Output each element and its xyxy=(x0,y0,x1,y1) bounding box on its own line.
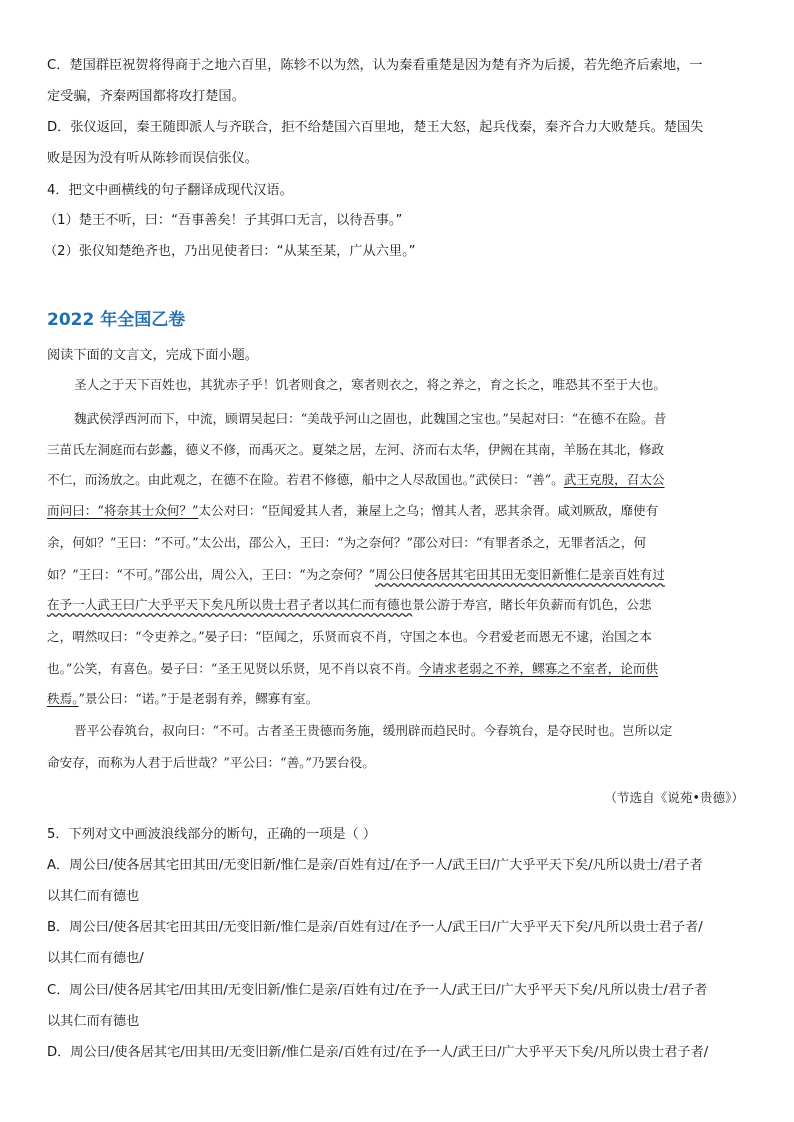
question-4-item-1: （1）楚王不听，曰：“吾事善矣！子其弭口无言，以待吾事。” xyxy=(44,213,403,228)
passage-text: ”景公曰：“诺。”于是老弱有养，鳏寡有室。 xyxy=(78,691,319,706)
underlined-sentence: 秩焉。 xyxy=(47,691,79,706)
question-5-stem: 5．下列对文中画波浪线部分的断句，正确的一项是（ ） xyxy=(47,827,377,842)
question-4-item-2: （2）张仪知楚绝齐也，乃出见使者曰：“从某至某，广从六里。” xyxy=(44,244,416,259)
passage-line xyxy=(47,690,318,708)
passage-line: 余，何如？”王曰：“不可。”太公出，邵公入，王曰：“为之奈何？”邵公对曰：“有罪者杀之，无罪者活之，何 xyxy=(47,535,647,550)
passage-paragraph-1: 圣人之于天下百姓也，其犹赤子乎！饥者则食之，寒者则衣之，将之养之，育之长之，唯恐其不至于大也。 xyxy=(74,377,666,392)
option-d-line-2: 败是因为没有听从陈轸而误信张仪。 xyxy=(47,151,258,166)
passage-line: 魏武侯浮西河而下，中流，顾谓吴起曰：“美哉乎河山之固也，此魏国之宝也。”吴起对曰：“在德不在险。昔 xyxy=(74,411,667,426)
section-title: 2022 年全国乙卷 xyxy=(47,310,186,330)
passage-line: 之，喟然叹曰：“令吏养之。”晏子曰：“臣闻之，乐贤而哀不肖，守国之本也。今君爱老而恩无不逮，治国之本 xyxy=(47,629,652,644)
passage-text: 太公对曰：“臣闻爱其人者，兼屋上之乌；憎其人者，恶其余胥。咸刘厥敌，靡使有 xyxy=(198,503,659,518)
passage-source: （节选自《说苑•贵德》） xyxy=(604,790,744,805)
passage-line xyxy=(47,596,652,614)
underlined-sentence: 今请求老弱之不养，鳏寡之不室者，论而供 xyxy=(418,661,659,676)
option-a-line-2: 以其仁而有德也 xyxy=(47,889,140,904)
question-4-stem: 4．把文中画横线的句子翻译成现代汉语。 xyxy=(47,183,293,198)
passage-line xyxy=(47,660,658,678)
option-b-line-1: B．周公曰/使各居其宅田其田/无变旧新/惟仁是亲/百姓有过/在予一人/武王曰/广大乎平天下矣/凡所以贵士君子者/ xyxy=(47,920,703,935)
passage-line xyxy=(47,471,665,489)
option-a-line-1: A．周公曰/使各居其宅田其田/无变旧新/惟仁是亲/百姓有过/在予一人/武王曰/广大乎平天下矣/凡所以贵士/君子者 xyxy=(47,858,703,873)
option-d-line-1: D．张仪返回，秦王随即派人与齐联合，拒不给楚国六百里地，楚王大怒，起兵伐秦，秦齐合力大败楚兵。楚国失 xyxy=(47,120,704,135)
passage-line: 命安存，而称为人君于后世哉？”平公曰：“善。”乃罢台役。 xyxy=(47,755,375,770)
underlined-sentence: 武王克殷，召太公 xyxy=(563,472,665,487)
option-c-line-2: 定受骗，齐秦两国都将攻打楚国。 xyxy=(47,89,245,104)
reading-instruction: 阅读下面的文言文，完成下面小题。 xyxy=(47,348,258,363)
passage-text: 也。”公笑，有喜色。晏子曰：“圣王见贤以乐贤，见不肖以哀不肖。 xyxy=(47,661,419,676)
passage-line xyxy=(47,502,658,520)
option-c-line-1: C．周公曰/使各居其宅/田其田/无变旧新/惟仁是亲/百姓有过/在予一人/武王曰/广大乎平天下矣/凡所以贵士/君子者 xyxy=(47,983,708,998)
passage-line: 三苗氏左洞庭而右彭蠡，德义不修，而禹灭之。夏桀之居，左河、济而右太华，伊阙在其南，羊肠在其北，修政 xyxy=(47,442,665,457)
underlined-sentence: 而问曰：“将奈其士众何？” xyxy=(47,503,199,518)
passage-text: 不仁，而汤放之。由此观之，在德不在险。若君不修德，船中之人尽敌国也。”武侯曰：“善”。 xyxy=(47,472,564,487)
option-b-line-2: 以其仁而有德也/ xyxy=(47,951,144,966)
wavy-underlined-text: 在予一人武王曰广大乎平天下矣凡所以贵士君子者以其仁而有德也 xyxy=(47,597,413,612)
passage-line: 晋平公春筑台，叔向曰：“不可。古者圣王贵德而务施，缓刑辟而趋民时。今春筑台，是夺民时也。岂所以定 xyxy=(74,723,673,738)
option-d-line-1: D．周公曰/使各居其宅/田其田/无变旧新/惟仁是亲/百姓有过/在予一人/武王曰/广大乎平天下矣/凡所以贵士君子者/ xyxy=(47,1045,709,1060)
passage-text: 景公游于寿宫，睹长年负薪而有饥色，公悲 xyxy=(412,597,652,612)
passage-text: 如？”王曰：“不可。”邵公出，周公入，王曰：“为之奈何？” xyxy=(47,567,376,582)
option-c-line-1: C．楚国群臣祝贺将得商于之地六百里，陈轸不以为然，认为秦看重楚是因为楚有齐为后援，若先绝齐后索地，一 xyxy=(47,58,703,73)
passage-line xyxy=(47,566,665,584)
wavy-underlined-text: 周公曰使各居其宅田其田无变旧新惟仁是亲百姓有过 xyxy=(375,567,665,582)
option-c-line-2: 以其仁而有德也 xyxy=(47,1014,140,1029)
